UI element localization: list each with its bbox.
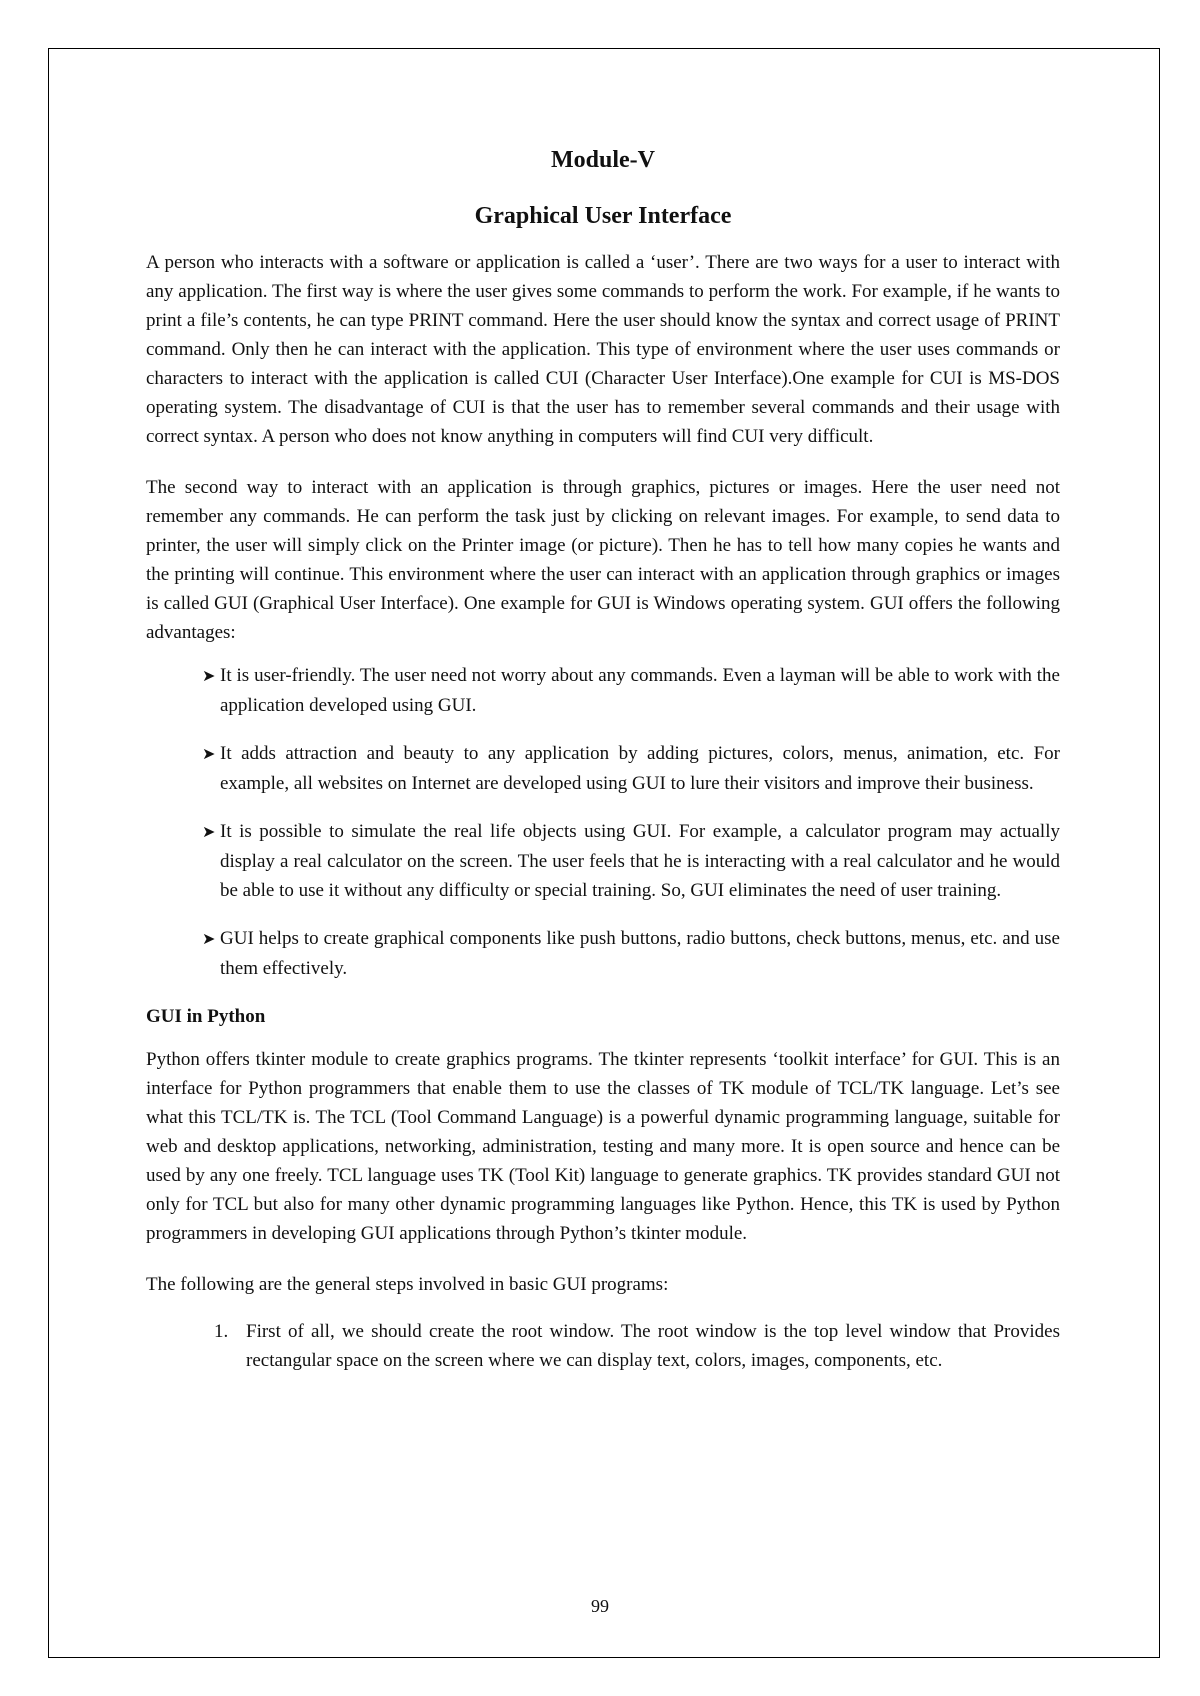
list-item (184, 924, 1060, 983)
list-item (214, 1317, 1060, 1375)
steps-intro: The following are the general steps involved in basic GUI programs: (146, 1274, 669, 1295)
gui-python-paragraph: Python offers tkinter module to create graphics programs. The tkinter represents ‘toolkit interface’ for GUI. This is an interface for Python programmers that enable them to use the classes of TK module of TCL/TK language. Let’s see what this TCL/TK is. The TCL (Tool Command Language) is a powerful dynamic programming language, suitable for web and desktop applications, networking, administration, testing and many more. It is open source and hence can be used by any one freely. TCL language uses TK (Tool Kit) language to generate graphics. TK provides standard GUI not only for TCL but also for many other dynamic programming languages like Python. Hence, this TK is used by Python programmers in developing GUI applications through Python’s tkinter module. (146, 1049, 1060, 1244)
advantage-text: It adds attraction and beauty to any application by adding pictures, colors, menus, animation, etc. For example, all websites on Internet are developed using GUI to lure their visitors and improve their business. (220, 743, 1060, 794)
step-number: 1. (214, 1321, 229, 1342)
list-item (184, 739, 1060, 798)
module-title: Module-V (551, 147, 655, 173)
arrow-bullet-icon: ➤ (202, 931, 216, 948)
intro-paragraph-2: The second way to interact with an application is through graphics, pictures or images. Here the user need not remember any commands. He can perform the task just by clicking on relevant images. For example, to send data to printer, the user will simply click on the Printer image (or picture). Then he has to tell how many copies he wants and the printing will continue. This environment where the user can interact with an application through graphics or images is called GUI (Graphical User Interface). One example for GUI is Windows operating system. GUI offers the following advantages: (146, 477, 1060, 643)
gui-in-python-heading: GUI in Python (146, 1006, 266, 1027)
arrow-bullet-icon: ➤ (202, 746, 216, 763)
steps-list (146, 1317, 1060, 1375)
advantage-text: It is possible to simulate the real life objects using GUI. For example, a calculator program may actually display a real calculator on the screen. The user feels that he is interacting with a real calculator and he would be able to use it without any difficulty or special training. So, GUI eliminates the need of user training. (220, 821, 1060, 901)
arrow-bullet-icon: ➤ (202, 824, 216, 841)
advantage-text: GUI helps to create graphical components like push buttons, radio buttons, check buttons, menus, etc. and use them effectively. (220, 928, 1060, 979)
list-item (184, 661, 1060, 720)
list-item (184, 817, 1060, 905)
page-content (146, 142, 1060, 1375)
advantage-text: It is user-friendly. The user need not worry about any commands. Even a layman will be able to work with the application developed using GUI. (220, 665, 1060, 716)
step-text: First of all, we should create the root window. The root window is the top level window that Provides rectangular space on the screen where we can display text, colors, images, components, etc. (246, 1321, 1060, 1371)
arrow-bullet-icon: ➤ (202, 668, 216, 685)
advantages-list (146, 661, 1060, 983)
intro-paragraph-1: A person who interacts with a software or application is called a ‘user’. There are two ways for a user to interact with any application. The first way is where the user gives some commands to perform the work. For example, if he wants to print a file’s contents, he can type PRINT command. Here the user should know the syntax and correct usage of PRINT command. Only then he can interact with the application. This type of environment where the user uses commands or characters to interact with the application is called CUI (Character User Interface).One example for CUI is MS-DOS operating system. The disadvantage of CUI is that the user has to remember several commands and their usage with correct syntax. A person who does not know anything in computers will find CUI very difficult. (146, 252, 1060, 447)
page-number: 99 (591, 1596, 609, 1616)
chapter-title: Graphical User Interface (474, 203, 732, 229)
